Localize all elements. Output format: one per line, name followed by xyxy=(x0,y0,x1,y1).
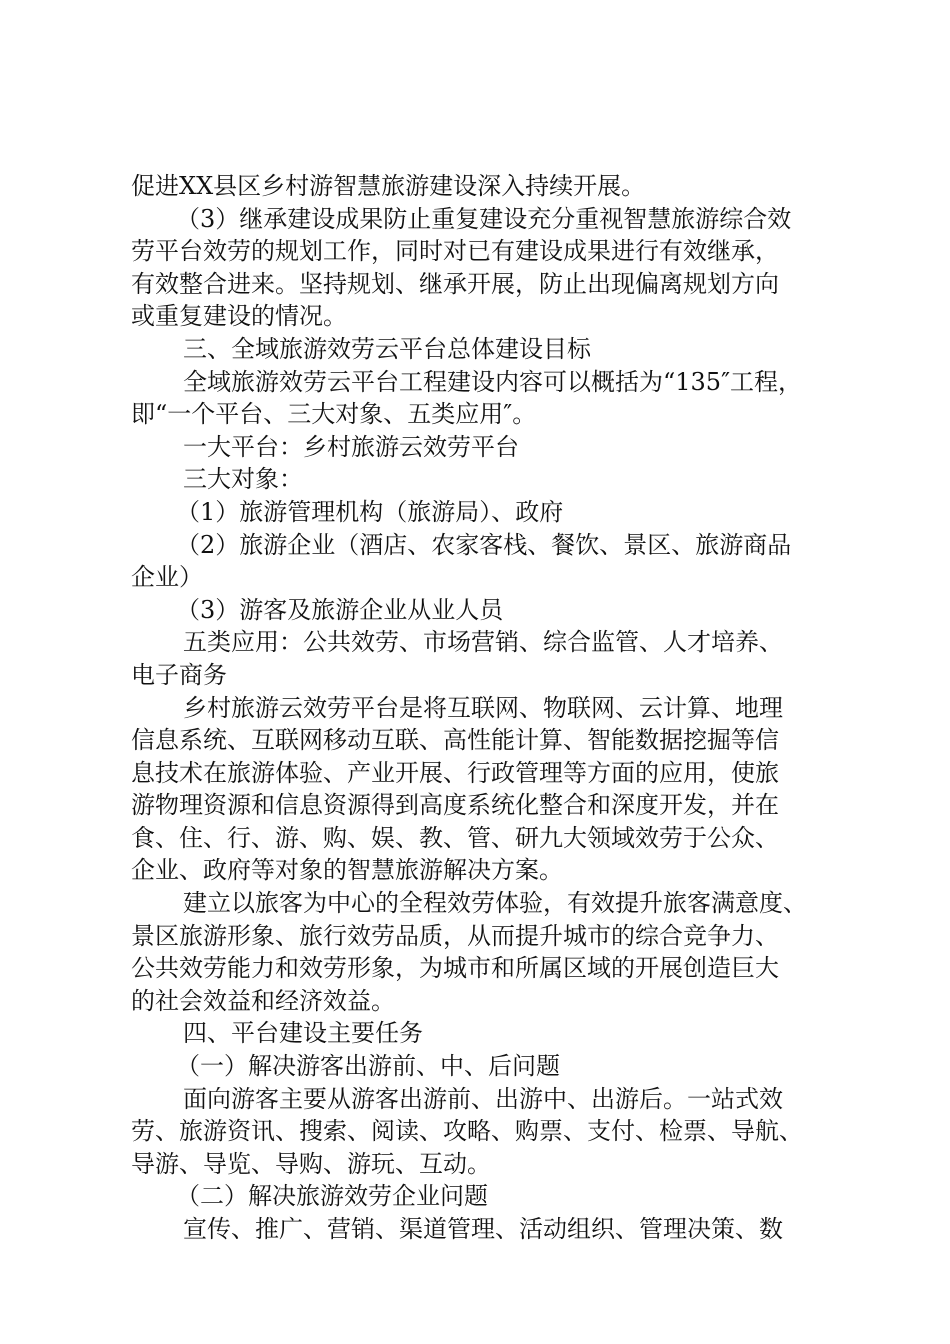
text-line: 即“一个平台、三大对象、五类应用″。 xyxy=(131,400,537,429)
text-line: 三大对象： xyxy=(183,465,303,494)
subsection-heading: （二）解决旅游效劳企业问题 xyxy=(176,1182,488,1211)
text-line: （2）旅游企业（酒店、农家客栈、餐饮、景区、旅游商品 xyxy=(176,530,792,559)
text-line: 乡村旅游云效劳平台是将互联网、物联网、云计算、地理 xyxy=(183,693,783,722)
text-line: 五类应用：公共效劳、市场营销、综合监管、人才培养、 xyxy=(183,628,783,657)
subsection-heading: （一）解决游客出游前、中、后问题 xyxy=(176,1052,560,1081)
text-line: 食、住、行、游、购、娱、教、管、研九大领域效劳于公众、 xyxy=(131,823,779,852)
text-line: 企业、政府等对象的智慧旅游解决方案。 xyxy=(131,856,563,885)
text-line: 信息系统、互联网移动互联、高性能计算、智能数据挖掘等信 xyxy=(131,726,779,755)
text-line: 企业） xyxy=(131,563,203,592)
section-heading: 四、平台建设主要任务 xyxy=(183,1019,423,1048)
text-line: 劳平台效劳的规划工作，同时对已有建设成果进行有效继承， xyxy=(131,237,779,266)
text-line: 劳、旅游资讯、搜索、阅读、攻略、购票、支付、检票、导航、 xyxy=(131,1117,803,1146)
text-line: 有效整合进来。坚持规划、继承开展，防止出现偏离规划方向 xyxy=(131,269,779,298)
text-line: 建立以旅客为中心的全程效劳体验，有效提升旅客满意度、 xyxy=(183,889,807,918)
text-line: （1）旅游管理机构（旅游局）、政府 xyxy=(176,497,564,526)
text-line: 导游、导览、导购、游玩、互动。 xyxy=(131,1149,491,1178)
section-heading: 三、全域旅游效劳云平台总体建设目标 xyxy=(183,334,591,363)
text-line: 一大平台：乡村旅游云效劳平台 xyxy=(183,432,519,461)
text-line: 促进XX县区乡村游智慧旅游建设深入持续开展。 xyxy=(131,172,646,200)
text-line: （3）游客及旅游企业从业人员 xyxy=(176,595,504,624)
document-body xyxy=(131,170,836,1246)
text-line: 公共效劳能力和效劳形象，为城市和所属区域的开展创造巨大 xyxy=(131,954,779,983)
text-line: 的社会效益和经济效益。 xyxy=(131,986,395,1015)
text-line: 游物理资源和信息资源得到高度系统化整合和深度开发，并在 xyxy=(131,791,779,820)
text-line: 全域旅游效劳云平台工程建设内容可以概括为“135″工程， xyxy=(183,367,803,396)
text-line: 宣传、推广、营销、渠道管理、活动组织、管理决策、数 xyxy=(183,1215,783,1243)
text-line: 面向游客主要从游客出游前、出游中、出游后。一站式效 xyxy=(183,1084,783,1113)
text-line: 息技术在旅游体验、产业开展、行政管理等方面的应用，使旅 xyxy=(131,758,779,787)
text-line: 电子商务 xyxy=(131,660,227,689)
text-line: 景区旅游形象、旅行效劳品质，从而提升城市的综合竞争力、 xyxy=(131,921,779,950)
text-line: （3）继承建设成果防止重复建设充分重视智慧旅游综合效 xyxy=(176,204,792,233)
text-line: 或重复建设的情况。 xyxy=(131,302,347,331)
